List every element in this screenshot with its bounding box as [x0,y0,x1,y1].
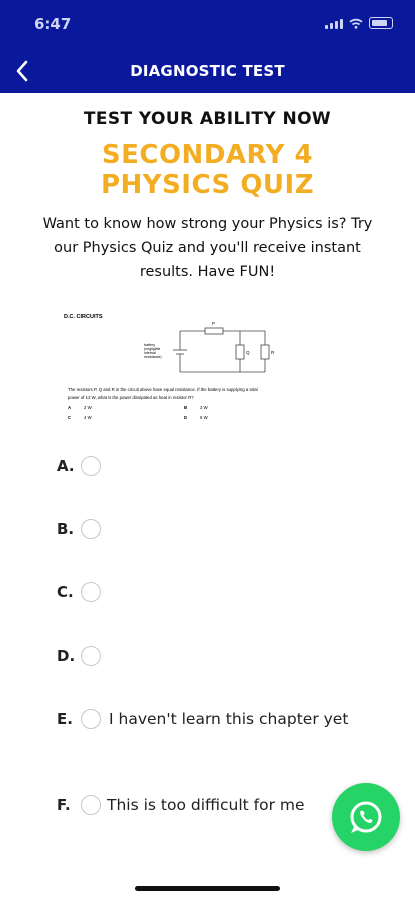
question-text-line-2: power of 12 W, what is the power dissipated as heat in resistor R? [68,395,194,400]
option-letter: A. [57,457,75,475]
battery-label-1: battery [144,343,155,347]
resistor-r-label: R [271,350,275,355]
radio-button[interactable] [81,456,101,476]
signal-icon [325,18,343,29]
battery-label-4: resistance) [144,355,162,359]
quiz-title-line-2: PHYSICS QUIZ [100,170,315,200]
answer-option-f[interactable] [57,794,347,817]
radio-button[interactable] [81,795,101,815]
battery-label-3: internal [144,351,156,355]
quiz-kicker: TEST YOUR ABILITY NOW [83,109,332,129]
option-letter: B. [57,520,75,538]
choice-c-letter: C [68,415,72,420]
option-letter: F. [57,796,71,814]
choice-d-value: 6 W [200,415,208,420]
answer-option-b[interactable] [57,518,101,540]
choice-b-letter: B [184,405,188,410]
status-time: 6:47 [34,15,72,33]
quiz-intro: Want to know how strong your Physics is? Try our Physics Quiz and you'll receive instant results. Have FUN! [42,216,373,280]
home-indicator [135,886,280,891]
whatsapp-icon [346,797,386,837]
choice-a-value: 2 W [84,405,92,410]
question-heading: D.C. CIRCUITS [64,314,103,320]
quiz-title [0,140,415,200]
circuit-diagram [173,328,269,372]
option-text: This is too difficult for me [107,796,305,814]
answer-option-c[interactable] [57,581,101,603]
radio-button[interactable] [81,709,101,729]
choice-c-value: 4 W [84,415,92,420]
quiz-title-line-1: SECONDARY 4 [101,140,314,170]
resistor-p-label: P [212,321,216,326]
option-text: I haven't learn this chapter yet [109,710,349,728]
radio-button[interactable] [81,519,101,539]
radio-button[interactable] [81,646,101,666]
whatsapp-button[interactable] [332,783,400,851]
question-image [60,306,350,436]
answer-option-a[interactable] [57,455,101,477]
choice-d-letter: D [184,415,188,420]
status-icons [325,17,393,29]
question-text-line-1: The resistors P, Q and R in the circuit above have equal resistance. If the battery is supplying a total [68,387,258,392]
page-title: DIAGNOSTIC TEST [130,62,285,80]
option-letter: C. [57,583,74,601]
answer-option-d[interactable] [57,645,101,667]
choice-b-value: 3 W [200,405,208,410]
wifi-icon [349,18,363,29]
radio-button[interactable] [81,582,101,602]
app-header [0,0,415,93]
answer-option-e[interactable] [57,708,349,731]
battery-icon [369,17,393,29]
option-letter: D. [57,647,76,665]
choice-a-letter: A [68,405,72,410]
option-letter: E. [57,710,73,728]
battery-label-2: (negligible [144,347,161,351]
resistor-q-label: Q [246,350,250,355]
